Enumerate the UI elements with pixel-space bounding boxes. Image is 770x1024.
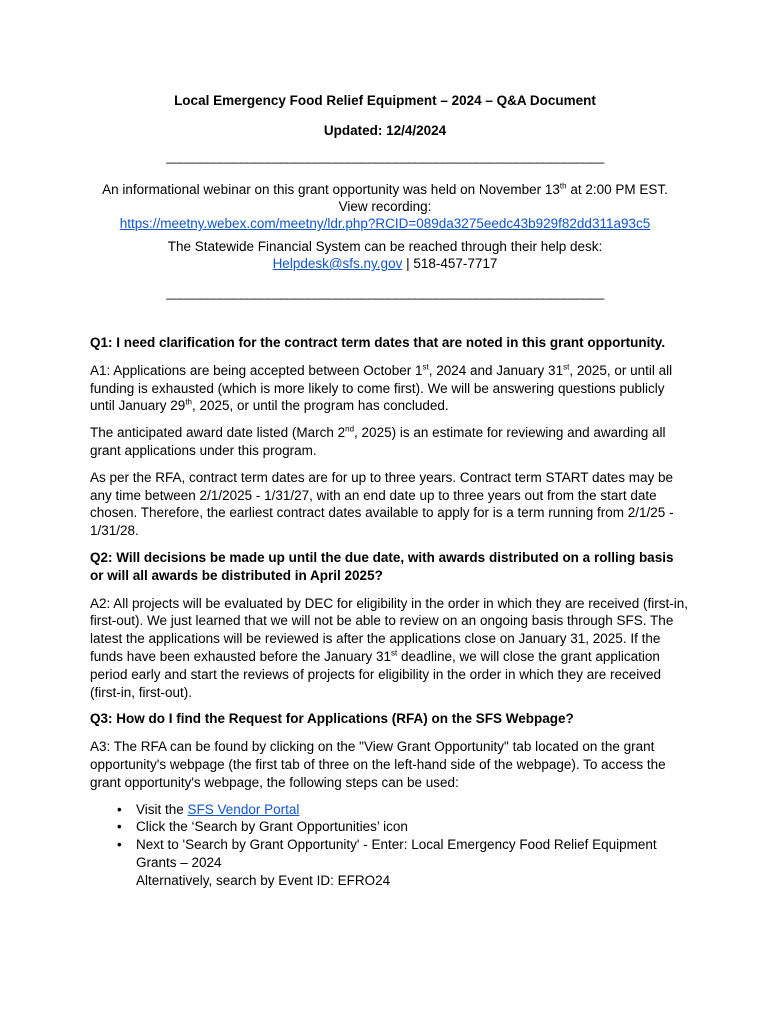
list-item	[90, 801, 690, 819]
step3-text: Next to 'Search by Grant Opportunity' - Enter: Local Emergency Food Relief Equipment Grants – 2024	[136, 837, 657, 870]
a1-text-d: , 2025, or until the program has concluded.	[191, 398, 449, 414]
bullet-icon: •	[117, 819, 122, 835]
q3-question: Q3: How do I find the Request for Applications (RFA) on the SFS Webpage?	[90, 711, 574, 727]
a1-paragraph-1	[90, 362, 690, 415]
a1-p2-sup: nd	[345, 424, 355, 434]
divider-bottom: _________________________________________________________________	[166, 285, 604, 300]
a2-text-b: deadline, we will close the grant application period early and start the reviews of projects for eligibility in the order in which they are received (first-in, first-out).	[90, 648, 662, 700]
a1-p2-text-a: The anticipated award date listed (March 2	[90, 425, 346, 441]
sfs-text: The Statewide Financial System can be reached through their help desk:	[167, 239, 603, 254]
divider-top: _________________________________________________________________	[166, 149, 604, 164]
bullet-icon: •	[117, 837, 122, 853]
a1-sup-1: st	[422, 362, 429, 372]
a2-sup: st	[390, 648, 398, 658]
a1-text-b: , 2024 and January 31	[428, 362, 564, 378]
a1-p2-text-b: , 2025) is an estimate for reviewing and awarding all grant applications under this program.	[90, 425, 666, 458]
webinar-sup: th	[559, 181, 567, 191]
step3-alt-text: Alternatively, search by Event ID: EFRO24	[136, 872, 391, 888]
webinar-time: at 2:00 PM EST.	[566, 182, 668, 197]
recording-link[interactable]: https://meetny.webex.com/meetny/ldr.php?RCID=089da3275eedc43b929f82dd311a93c5	[119, 216, 651, 231]
sfs-helpdesk-info	[60, 238, 710, 272]
updated-date: Updated: 12/4/2024	[323, 123, 447, 138]
a3-paragraph: A3: The RFA can be found by clicking on the "View Grant Opportunity" tab located on the grant opportunity's webpage (the first tab of three on the left-hand side of the webpage). To access the grant opportunity's webpage, the following steps can be used:	[90, 739, 666, 790]
a1-paragraph-3: As per the RFA, contract term dates are for up to three years. Contract term START dates may be any time between 2/1/2025 - 1/31/27, with an end date up to three years out from the start date chosen. Therefore, the earliest contract dates available to apply for is a term running from 2/1/25 - 1/31/28.	[90, 469, 674, 539]
list-item	[90, 836, 690, 889]
webinar-info	[60, 181, 710, 232]
a2-paragraph	[90, 595, 690, 702]
sfs-vendor-portal-link[interactable]: SFS Vendor Portal	[187, 801, 300, 817]
a1-text-c: , 2025, or until all funding is exhausted (which is more likely to come first). We will be answering questions publicly until January 29	[90, 362, 673, 414]
step1-text: Visit the	[136, 801, 188, 817]
view-recording-label: View recording:	[338, 199, 432, 214]
helpdesk-phone: | 518-457-7717	[402, 256, 498, 271]
steps-list	[90, 801, 690, 890]
webinar-text: An informational webinar on this grant opportunity was held on November 13	[102, 182, 560, 197]
q1-question: Q1: I need clarification for the contract term dates that are noted in this grant opportunity.	[90, 335, 666, 350]
a1-paragraph-2	[90, 424, 690, 460]
step2-text: Click the ‘Search by Grant Opportunities’ icon	[136, 819, 408, 835]
document-title: Local Emergency Food Relief Equipment – 2024 – Q&A Document	[174, 93, 596, 108]
bullet-icon: •	[117, 801, 122, 817]
a1-sup-3: th	[185, 397, 192, 407]
list-item	[90, 818, 690, 836]
qa-body	[90, 334, 690, 890]
a1-sup-2: st	[563, 362, 570, 372]
q2-question: Q2: Will decisions be made up until the due date, with awards distributed on a rolling basis or will all awards be distributed in April 2025?	[90, 549, 674, 583]
helpdesk-email-link[interactable]: Helpdesk@sfs.ny.gov	[272, 256, 403, 271]
a2-text-a: A2: All projects will be evaluated by DEC for eligibility in the order in which they are received (first-in, first-out). We just learned that we will not be able to review on an ongoing basis through SFS. The latest the applications will be reviewed is after the applications close on January 31, 2025. If the funds have been exhausted before the January 31	[90, 595, 689, 664]
a1-text-a: A1: Applications are being accepted between October 1	[90, 362, 423, 378]
